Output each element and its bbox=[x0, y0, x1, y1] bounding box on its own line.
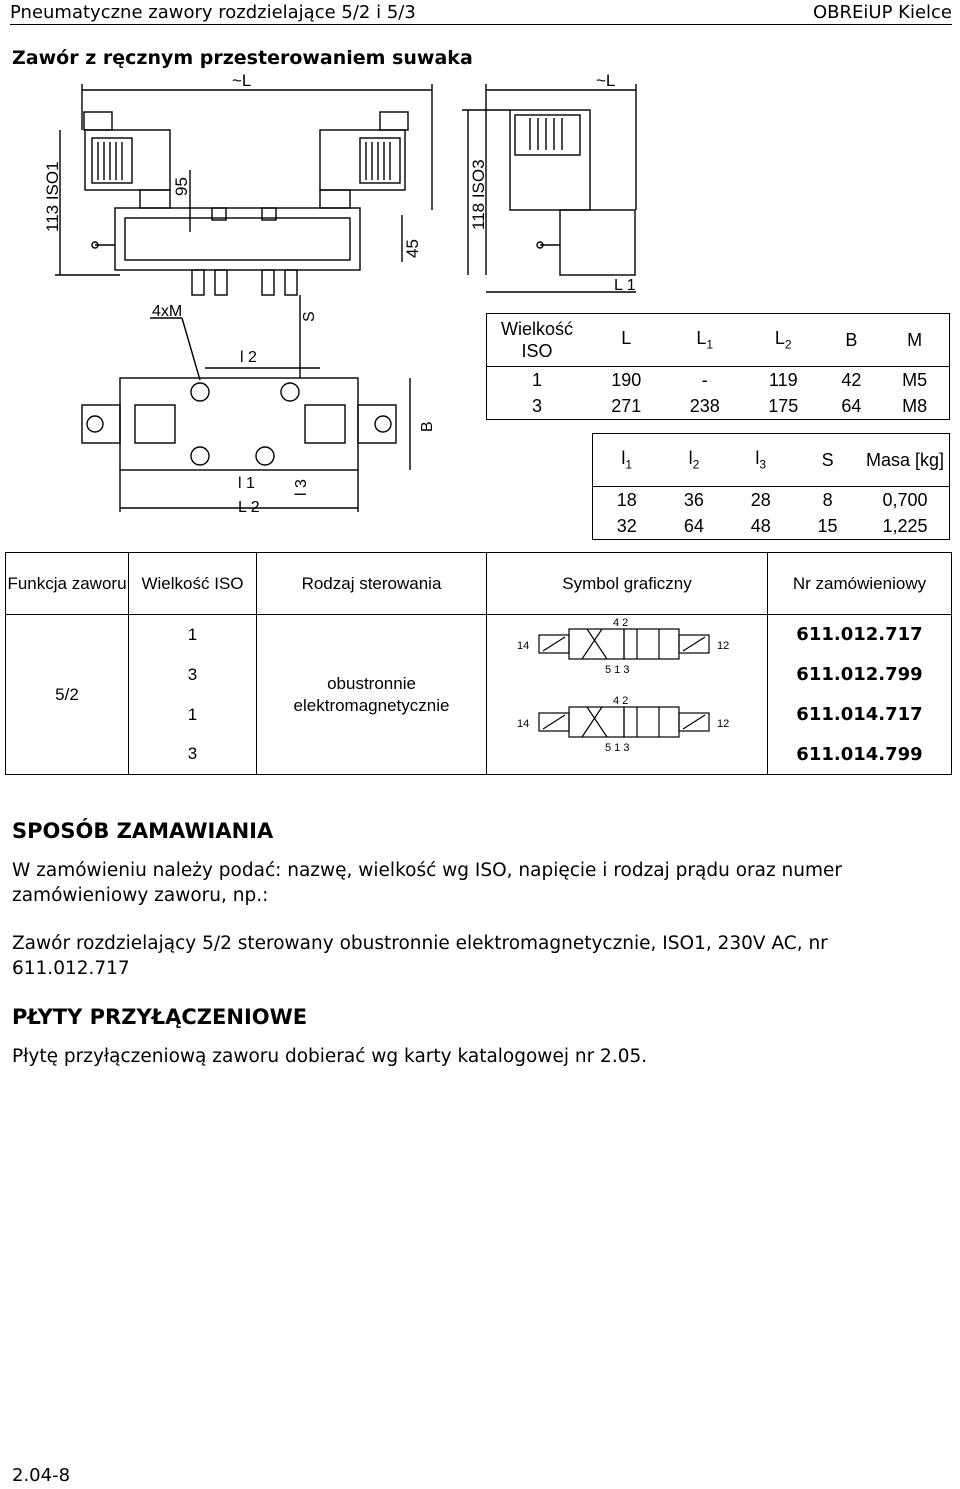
order-number-4: 611.014.799 bbox=[768, 735, 952, 775]
t2-header-mass: Masa [kg] bbox=[861, 434, 950, 487]
dim-L1: L 1 bbox=[614, 277, 636, 294]
ordering-paragraph: W zamówieniu należy podać: nazwę, wielkość wg ISO, napięcie i rodzaj prądu oraz numer zamówieniowy zaworu, np.: bbox=[12, 860, 843, 906]
dim-95: 95 bbox=[172, 177, 191, 196]
order-number-2: 611.012.799 bbox=[768, 655, 952, 695]
order-header-symbol: Symbol graficzny bbox=[487, 553, 768, 615]
symbol-label-bottom: 5 1 3 bbox=[605, 742, 630, 754]
t2-cell: 32 bbox=[616, 515, 637, 536]
t2-header-l3: $l_3$ bbox=[727, 434, 794, 487]
t1-header-B: B bbox=[823, 314, 881, 367]
t2-cell: 18 bbox=[616, 489, 637, 510]
order-header-size: Wielkość ISO bbox=[129, 553, 257, 615]
dim-l1: l 1 bbox=[238, 475, 255, 492]
section-title-plates: PŁYTY PRZYŁĄCZENIOWE bbox=[12, 1005, 308, 1029]
t1-cell: 119 bbox=[768, 369, 798, 390]
dim-approx-L-right: ~L bbox=[596, 71, 616, 90]
valve-symbol-iso3-icon bbox=[517, 695, 729, 754]
section-subtitle: Zawór z ręcznym przesterowaniem suwaka bbox=[12, 47, 473, 69]
t1-cell: 238 bbox=[689, 395, 720, 416]
table-row bbox=[487, 393, 950, 420]
order-number-1: 611.012.717 bbox=[768, 615, 952, 655]
ordering-example: Zawór rozdzielający 5/2 sterowany obustronnie elektromagnetycznie, ISO1, 230V AC, nr 611.012.717 bbox=[12, 933, 828, 979]
t2-cell: 64 bbox=[683, 515, 704, 536]
t2-cell: 36 bbox=[683, 489, 704, 510]
t1-header-size: Wielkość ISO bbox=[487, 314, 588, 367]
symbol-label-bottom: 5 1 3 bbox=[605, 664, 630, 676]
page-header bbox=[0, 0, 960, 26]
t1-cell: 1 bbox=[531, 369, 542, 390]
t1-cell: - bbox=[701, 369, 708, 390]
order-size-4: 3 bbox=[129, 735, 257, 775]
dim-45: 45 bbox=[403, 239, 422, 258]
t1-cell: 42 bbox=[841, 369, 862, 390]
dim-118-iso3: 118 ISO3 bbox=[469, 159, 488, 230]
table-row bbox=[487, 367, 950, 394]
dim-l2-top: l 2 bbox=[240, 349, 257, 366]
page-number: 2.04-8 bbox=[12, 1465, 71, 1486]
order-table bbox=[5, 552, 952, 775]
symbol-label-14: 14 bbox=[517, 718, 530, 730]
t1-cell: 271 bbox=[611, 395, 642, 416]
t1-cell: 3 bbox=[531, 395, 542, 416]
order-size-3: 1 bbox=[129, 695, 257, 735]
symbol-label-top: 4 2 bbox=[613, 695, 629, 707]
order-header-control: Rodzaj sterowania bbox=[257, 553, 487, 615]
dimensions-table-1 bbox=[486, 313, 950, 420]
t1-cell: 190 bbox=[611, 369, 642, 390]
t2-cell: 48 bbox=[750, 515, 771, 536]
dim-l3: l 3 bbox=[293, 479, 310, 496]
t1-header-L2: $L_2$ bbox=[744, 314, 823, 367]
symbol-label-12: 12 bbox=[717, 718, 730, 730]
table-row bbox=[593, 513, 950, 540]
t2-header-l2: $l_2$ bbox=[661, 434, 728, 487]
order-size-2: 3 bbox=[129, 655, 257, 695]
plates-paragraph: Płytę przyłączeniową zaworu dobierać wg karty katalogowej nr 2.05. bbox=[12, 1046, 648, 1067]
order-size-1: 1 bbox=[129, 615, 257, 655]
label-S: S bbox=[301, 311, 318, 322]
order-number-3: 611.014.717 bbox=[768, 695, 952, 735]
t1-cell: 64 bbox=[841, 395, 862, 416]
t1-cell: M8 bbox=[902, 395, 928, 416]
header-rule bbox=[10, 24, 952, 25]
t2-cell: 1,225 bbox=[882, 515, 928, 536]
order-header-order-no: Nr zamówieniowy bbox=[768, 553, 952, 615]
dim-113-iso1: 113 ISO1 bbox=[43, 161, 62, 232]
t2-cell: 15 bbox=[817, 515, 838, 536]
label-4xM: 4xM bbox=[152, 303, 183, 320]
dimensions-table-2 bbox=[592, 433, 950, 540]
dim-approx-L-left: ~L bbox=[232, 71, 252, 90]
t2-cell: 28 bbox=[750, 489, 771, 510]
t2-header-S: S bbox=[794, 434, 861, 487]
t1-cell: 175 bbox=[768, 395, 799, 416]
header-title: Pneumatyczne zawory rozdzielające 5/2 i 5/3 bbox=[10, 2, 416, 23]
header-company: OBREiUP Kielce bbox=[813, 2, 952, 23]
t1-header-L: L bbox=[587, 314, 666, 367]
dim-B: B bbox=[419, 421, 436, 432]
dim-L2: L 2 bbox=[238, 499, 260, 516]
t1-header-M: M bbox=[880, 314, 949, 367]
t2-cell: 8 bbox=[822, 489, 833, 510]
order-function: 5/2 bbox=[6, 615, 129, 775]
valve-symbol-iso1-icon bbox=[517, 617, 729, 676]
t1-cell: M5 bbox=[902, 369, 928, 390]
symbol-label-12: 12 bbox=[717, 640, 730, 652]
t2-cell: 0,700 bbox=[882, 489, 928, 510]
section-title-ordering: SPOSÓB ZAMAWIANIA bbox=[12, 819, 274, 843]
order-symbol bbox=[487, 615, 768, 775]
table-row bbox=[593, 487, 950, 514]
valve-symbol-icon bbox=[487, 615, 767, 769]
t2-header-l1: $l_1$ bbox=[593, 434, 661, 487]
symbol-label-14: 14 bbox=[517, 640, 530, 652]
symbol-label-top: 4 2 bbox=[613, 617, 629, 629]
order-header-function: Funkcja zaworu bbox=[6, 553, 129, 615]
order-control: obustronnie elektromagnetycznie bbox=[257, 615, 487, 775]
t1-header-L1: $L_1$ bbox=[666, 314, 745, 367]
